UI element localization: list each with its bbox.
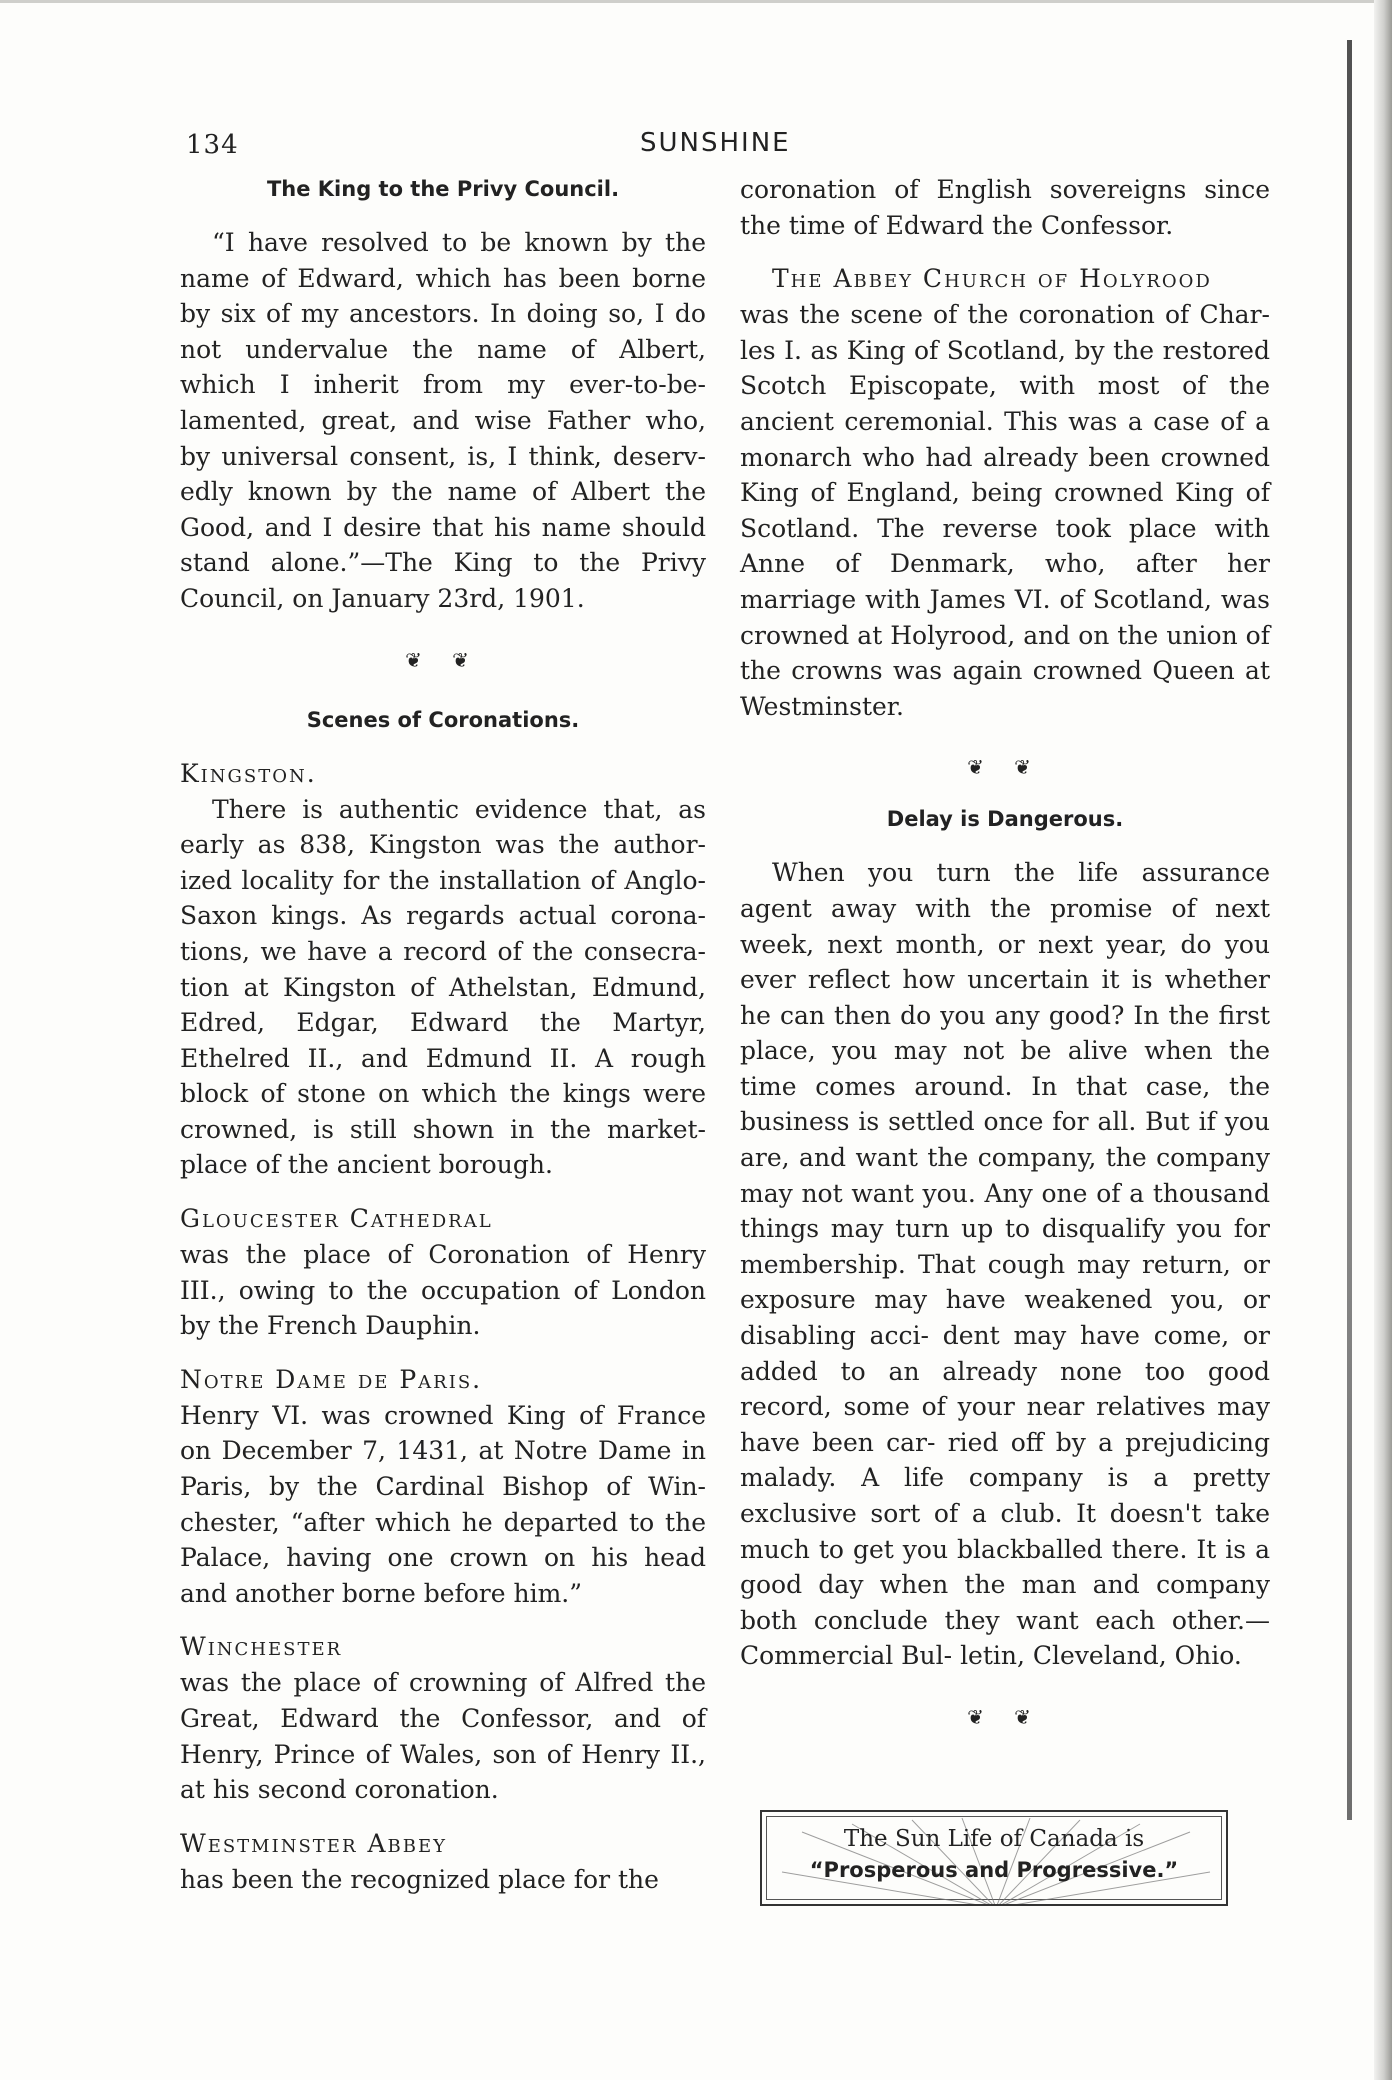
- privy-council-paragraph: [180, 225, 706, 617]
- text-line: has been the recognized place for the: [180, 1864, 659, 1894]
- delay-paragraph: [740, 855, 1270, 1674]
- text-line: agent away with the promise of next: [740, 893, 1270, 923]
- text-line: you are, and want the company, the: [740, 1107, 1270, 1173]
- text-line: ized locality for the installation of Anglo-: [180, 865, 706, 895]
- text-line: by six of my ancestors. In doing so,: [180, 299, 645, 329]
- holyrood-paragraph: [740, 297, 1270, 724]
- right-column: [740, 172, 1270, 1734]
- text-line: ried off by a prejudicing malady. A life: [740, 1427, 1271, 1493]
- text-line: with Anne of Denmark, who, after her: [740, 513, 1270, 579]
- text-line: he can then do you any good? In the first: [740, 1000, 1270, 1030]
- text-line: ancient ceremonial. This was a case of: [740, 406, 1245, 436]
- text-line: was crowned at Holyrood, and on the: [740, 584, 1270, 650]
- text-line: business is settled once for all. But if: [740, 1107, 1216, 1137]
- text-line: name of Edward, which has been borne: [180, 263, 706, 293]
- text-line: they want each other.—Commercial Bul-: [740, 1605, 1270, 1671]
- page-edge-shadow: [1374, 0, 1392, 2080]
- left-column: [180, 172, 706, 1897]
- section-ornament: ❦ ❦: [967, 1704, 1043, 1729]
- text-line: was the scene of the coronation of Char-: [740, 300, 1270, 330]
- text-line: Saxon kings. As regards actual corona-: [180, 901, 706, 931]
- section-ornament: ❦ ❦: [967, 755, 1043, 780]
- text-line: of Scotland. The reverse took place: [740, 478, 1270, 543]
- text-line: week, next month, or next year, do you: [740, 929, 1270, 959]
- text-line: letin, Cleveland, Ohio.: [960, 1641, 1242, 1671]
- text-line: union of the crowns was again crowned: [740, 620, 1270, 686]
- coronations-title: Scenes of Coronations.: [306, 707, 580, 732]
- text-line: I do not undervalue the name of Albert,: [180, 299, 706, 364]
- advert-line-2: “Prosperous and Progressive.”: [809, 1858, 1179, 1882]
- text-line: disqualify you for membership. That: [740, 1214, 1271, 1279]
- text-line: blackballed there. It is a good day when: [740, 1534, 1270, 1600]
- page-number: 134: [186, 130, 239, 160]
- text-line: have weakened you, or disabling acci-: [740, 1285, 1271, 1351]
- binding-edge-line: [1347, 40, 1352, 1820]
- text-line: Great, Edward the Confessor, and of: [180, 1704, 706, 1733]
- text-line: Council, on January 23rd, 1901.: [180, 583, 585, 613]
- kingston-heading: Kingston.: [180, 758, 317, 788]
- gloucester-heading: Gloucester Cathedral: [180, 1204, 493, 1234]
- text-line: II., at his second coronation.: [180, 1739, 706, 1805]
- page-top-edge: [0, 0, 1392, 3]
- text-line: tion at Kingston of Athelstan, Edmund,: [180, 972, 706, 1002]
- text-line: tions, we have a record of the consecra-: [180, 936, 706, 966]
- text-line: place of the ancient borough.: [180, 1150, 553, 1180]
- notre-dame-paragraph: [180, 1398, 706, 1612]
- holyrood-heading: The Abbey Church of Holyrood: [772, 264, 1212, 294]
- text-line: and another borne before him.”: [180, 1578, 583, 1608]
- text-line: Scotch Episcopate, with most of the: [740, 371, 1270, 401]
- privy-council-title: The King to the Privy Council.: [266, 177, 620, 201]
- text-line: the man and company both conclude: [740, 1570, 1270, 1635]
- delay-title: Delay is Dangerous.: [886, 807, 1124, 832]
- text-line: Henry, Prince of Wales, son of Henry: [180, 1739, 661, 1769]
- text-line: was the place of Coronation of Henry: [180, 1240, 706, 1270]
- text-line: ever reflect how uncertain it is whether: [740, 965, 1270, 995]
- text-line: early as 838, Kingston was the author-: [180, 830, 706, 860]
- text-line: company may not want you. Any one: [740, 1143, 1270, 1208]
- text-line: cough may return, or exposure may: [740, 1249, 1270, 1315]
- text-line: a monarch who had already been crowned: [740, 406, 1271, 472]
- text-line: chester, “after which he departed to the: [180, 1507, 706, 1537]
- kingston-paragraph: [180, 792, 706, 1184]
- text-line: by the French Dauphin.: [180, 1311, 481, 1341]
- text-line: Palace, having one crown on his head: [180, 1543, 706, 1573]
- text-line: was the place of crowning of Alfred the: [180, 1668, 706, 1698]
- text-line: Ethelred II., and Edmund II. A rough: [180, 1043, 706, 1073]
- notre-dame-heading: Notre Dame de Paris.: [180, 1364, 483, 1394]
- text-line: the time of Edward the Confessor.: [740, 210, 1174, 240]
- winchester-paragraph: [180, 1665, 706, 1807]
- text-line: by universal consent, is, I think, deserv-: [180, 441, 706, 471]
- westminster-paragraph: [180, 1862, 706, 1898]
- running-head: SUNSHINE: [640, 128, 791, 158]
- text-line: Paris, by the Cardinal Bishop of Win-: [180, 1472, 706, 1502]
- text-line: Good, and I desire that his name should: [180, 512, 706, 542]
- text-line: When you turn the life assurance: [772, 858, 1270, 888]
- text-line: les I. as King of Scotland, by the restored: [740, 335, 1270, 365]
- text-line: Henry VI. was crowned King of France: [180, 1400, 706, 1430]
- text-line: coronation of English sovereigns since: [740, 175, 1270, 204]
- text-line: a club. It doesn't take much to get you: [740, 1499, 1271, 1564]
- text-line: marriage with James VI. of Scotland,: [740, 584, 1212, 614]
- text-line: King of England, being crowned King: [740, 478, 1234, 508]
- text-line: crowned, is still shown in the market-: [180, 1114, 706, 1144]
- text-line: edly known by the name of Albert the: [180, 477, 706, 507]
- westminster-heading: Westminster Abbey: [180, 1828, 447, 1858]
- text-line: your near relatives may have been car-: [740, 1392, 1270, 1457]
- text-line: dent may have come, or added to an: [740, 1321, 1270, 1386]
- text-line: There is authentic evidence that, as: [212, 794, 706, 824]
- text-line: time comes around. In that case, the: [740, 1071, 1270, 1101]
- winchester-heading: Winchester: [180, 1632, 343, 1662]
- text-line: lamented, great, and wise Father who,: [180, 405, 706, 435]
- text-line: which I inherit from my ever-to-be-: [180, 370, 706, 400]
- text-line: of a thousand things may turn up to: [740, 1178, 1270, 1244]
- section-ornament: ❦ ❦: [405, 647, 481, 672]
- text-line: III., owing to the occupation of London: [180, 1275, 706, 1305]
- text-line: already none too good record, some of: [740, 1356, 1270, 1422]
- text-line: Queen at Westminster.: [740, 656, 1270, 721]
- text-line: place, you may not be alive when the: [740, 1036, 1270, 1066]
- text-line: block of stone on which the kings were: [180, 1079, 706, 1109]
- sun-life-advert: [760, 1810, 1228, 1906]
- text-line: “I have resolved to be known by the: [212, 228, 706, 257]
- gloucester-paragraph: [180, 1237, 706, 1344]
- text-line: stand alone.”—The King to the Privy: [180, 548, 706, 578]
- continuation-paragraph: [740, 172, 1270, 243]
- text-line: Edred, Edgar, Edward the Martyr,: [180, 1008, 706, 1038]
- advert-line-1: The Sun Life of Canada is: [843, 1826, 1145, 1852]
- text-line: company is a pretty exclusive sort of: [740, 1463, 1270, 1528]
- text-line: on December 7, 1431, at Notre Dame in: [180, 1436, 706, 1466]
